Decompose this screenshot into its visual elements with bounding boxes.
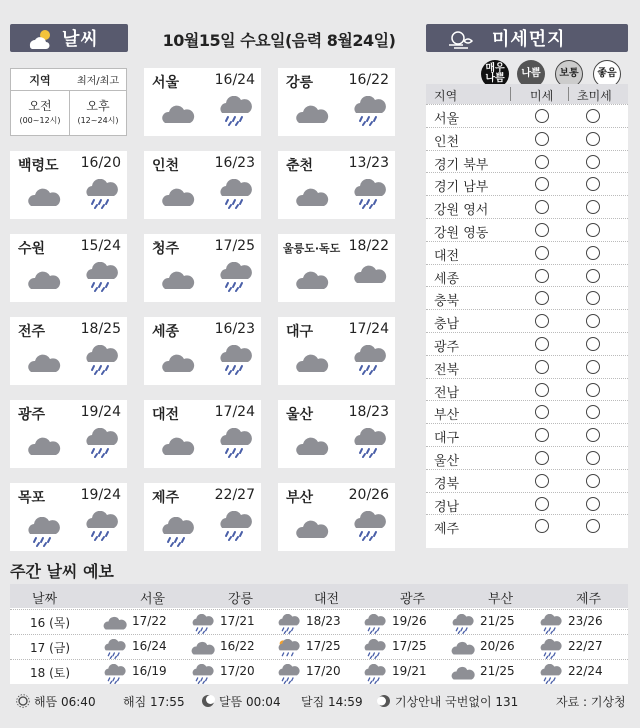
city-name: 목포: [18, 490, 46, 506]
dust-region-name: 전남: [434, 385, 460, 401]
city-temp: 18/23: [348, 404, 389, 420]
weekly-rain-icon: [538, 614, 564, 634]
city-temp: 17/25: [214, 238, 255, 254]
city-card: [278, 317, 395, 385]
city-name: 울릉도·독도: [283, 242, 341, 255]
dust-region-name: 강원 영서: [434, 203, 489, 219]
pm25-status-circle: [586, 223, 600, 237]
dust-region-name: 대구: [434, 431, 460, 447]
sun-icon: [16, 694, 30, 708]
city-card: [278, 151, 395, 219]
pm10-status-circle: [535, 223, 549, 237]
city-name: 서울: [152, 75, 180, 91]
city-name: 부산: [286, 490, 314, 506]
am-cloud-icon: [26, 185, 62, 209]
city-card: [144, 317, 261, 385]
dust-row: [426, 195, 628, 217]
dust-region-name: 충남: [434, 317, 460, 333]
dust-row: [426, 286, 628, 308]
pm10-status-circle: [535, 337, 549, 351]
weekly-rain-icon: [362, 614, 388, 634]
city-temp: 22/27: [214, 487, 255, 503]
am-cloud-icon: [26, 351, 62, 375]
dust-region-name: 대전: [434, 248, 460, 264]
city-temp: 16/23: [214, 155, 255, 171]
city-temp: 19/24: [80, 487, 121, 503]
dust-row: [426, 355, 628, 377]
weekly-temp: 23/26: [568, 614, 603, 628]
city-card: [278, 234, 395, 302]
city-temp: 16/22: [348, 72, 389, 88]
am-cloud-icon: [26, 268, 62, 292]
weekly-cloud-icon: [190, 639, 216, 657]
pm-rain-icon: [218, 428, 254, 458]
weekly-temp: 21/25: [480, 614, 515, 628]
dust-region-name: 광주: [434, 340, 460, 355]
weekly-row: [10, 609, 628, 632]
dust-row: [426, 492, 628, 514]
weekly-temp: 22/27: [568, 639, 603, 653]
weekly-forecast-table: [10, 584, 628, 684]
pm25-status-circle: [586, 109, 600, 123]
city-card: [10, 317, 127, 385]
dust-row: [426, 104, 628, 126]
weekly-row: [10, 659, 628, 682]
city-name: 백령도: [18, 158, 59, 174]
weekly-rain-icon: [450, 614, 476, 634]
pm25-status-circle: [586, 314, 600, 328]
weekly-col-city: 대전: [314, 592, 340, 607]
weekly-rain-icon: [538, 664, 564, 684]
moonset-text: 달짐 14:59: [301, 695, 363, 709]
city-card: [10, 483, 127, 551]
dust-col-region: 지역: [434, 89, 458, 103]
weekly-temp: 20/26: [480, 639, 515, 653]
city-name: 수원: [18, 241, 46, 257]
pm25-status-circle: [586, 497, 600, 511]
dust-row: [426, 241, 628, 263]
city-temp: 13/23: [348, 155, 389, 171]
pm-rain-icon: [218, 345, 254, 375]
pm10-status-circle: [535, 246, 549, 260]
am-cloud-icon: [160, 185, 196, 209]
weekly-date: 18 (토): [30, 666, 71, 680]
dust-row: [426, 400, 628, 422]
dust-region-name: 서울: [434, 112, 460, 127]
weekly-date: 16 (목): [30, 616, 71, 630]
weather-header: [10, 24, 128, 52]
am-cloud-icon: [160, 268, 196, 292]
pm-rain-icon: [84, 179, 120, 209]
am-cloud-icon: [294, 185, 330, 209]
moonrise-text: 달뜸 00:04: [219, 695, 281, 709]
pm10-status-circle: [535, 451, 549, 465]
pm-rain-icon: [352, 179, 388, 209]
legend-minmax: 최저/최고: [76, 76, 119, 87]
am-cloud-icon: [294, 351, 330, 375]
dust-row: [426, 127, 628, 149]
pm10-status-circle: [535, 519, 549, 533]
pm10-status-circle: [535, 109, 549, 123]
pm-rain-icon: [218, 96, 254, 126]
weekly-temp: 17/22: [132, 614, 167, 628]
pm-rain-icon: [352, 345, 388, 375]
weekly-col-date: 날짜: [32, 592, 58, 607]
city-temp: 19/24: [80, 404, 121, 420]
pm25-status-circle: [586, 428, 600, 442]
weekly-col-city: 서울: [140, 592, 166, 607]
weekly-temp: 19/21: [392, 664, 427, 678]
city-name: 인천: [152, 158, 180, 174]
pm-cloud-icon: [352, 262, 388, 286]
dust-table-header: [426, 84, 628, 104]
pm-rain-icon: [84, 345, 120, 375]
weekly-temp: 17/20: [220, 664, 255, 678]
dust-region-name: 경남: [434, 499, 460, 515]
dust-region-name: 전북: [434, 362, 460, 378]
pm25-status-circle: [586, 337, 600, 351]
dust-region-name: 세종: [434, 271, 460, 287]
pm25-status-circle: [586, 360, 600, 374]
am-cloud-icon: [160, 351, 196, 375]
am-cloud-icon: [294, 102, 330, 126]
weekly-row: [10, 634, 628, 657]
dust-region-name: 부산: [434, 408, 460, 424]
weekly-temp: 17/20: [306, 664, 341, 678]
weekly-title: 주간 날씨 예보: [10, 562, 114, 581]
weekly-rain-icon: [190, 614, 216, 634]
pm-rain-icon: [352, 428, 388, 458]
weekly-col-city: 부산: [488, 592, 514, 607]
dust-row: [426, 469, 628, 491]
weekly-col-city: 제주: [576, 592, 602, 607]
dust-row: [426, 264, 628, 286]
am-rain-icon: [160, 517, 196, 547]
pm-rain-icon: [218, 262, 254, 292]
legend-am: 오전: [28, 99, 52, 113]
pm10-status-circle: [535, 383, 549, 397]
dust-region-name: 경북: [434, 476, 460, 492]
city-card: [10, 151, 127, 219]
weekly-cloud-icon: [450, 639, 476, 657]
weekly-rain-icon: [362, 639, 388, 659]
city-card: [144, 151, 261, 219]
pm25-status-circle: [586, 155, 600, 169]
city-temp: 17/24: [348, 321, 389, 337]
city-name: 대전: [152, 407, 180, 423]
pm10-status-circle: [535, 405, 549, 419]
city-card: [144, 483, 261, 551]
dust-row: [426, 423, 628, 445]
city-temp: 20/26: [348, 487, 389, 503]
city-name: 울산: [286, 407, 314, 423]
badge-very-bad: 매우 나쁨: [481, 60, 509, 88]
legend-pm-range: (12~24시): [77, 116, 119, 125]
city-name: 제주: [152, 490, 180, 506]
am-cloud-icon: [294, 268, 330, 292]
pm25-status-circle: [586, 132, 600, 146]
badge-bad: 나쁨: [517, 60, 545, 88]
dust-row: [426, 218, 628, 240]
dust-region-name: 제주: [434, 522, 460, 538]
pm10-status-circle: [535, 474, 549, 488]
badge-normal: 보통: [555, 60, 583, 88]
pm10-status-circle: [535, 291, 549, 305]
city-temp: 16/23: [214, 321, 255, 337]
dust-region-name: 강원 영동: [434, 226, 489, 241]
am-cloud-icon: [160, 434, 196, 458]
weekly-temp: 16/22: [220, 639, 255, 653]
weekly-sun-rain-icon: [276, 639, 302, 659]
weekly-rain-icon: [102, 664, 128, 684]
badge-good: 좋음: [593, 60, 621, 88]
am-cloud-icon: [294, 434, 330, 458]
pm25-status-circle: [586, 405, 600, 419]
weekly-col-city: 광주: [400, 592, 426, 607]
city-temp: 17/24: [214, 404, 255, 420]
city-name: 전주: [18, 324, 46, 340]
weekly-temp: 18/23: [306, 614, 341, 628]
dust-row: [426, 446, 628, 468]
dust-row: [426, 514, 628, 536]
weekly-header: [10, 584, 628, 608]
city-temp: 18/22: [348, 238, 389, 254]
date-line: 10월15일 수요일(음력 8월24일): [162, 31, 396, 50]
city-card: [278, 400, 395, 468]
city-card: [278, 483, 395, 551]
pm25-status-circle: [586, 246, 600, 260]
city-card: [144, 400, 261, 468]
dust-title: 미세먼지: [492, 29, 566, 50]
pm10-status-circle: [535, 132, 549, 146]
dust-row: [426, 172, 628, 194]
pm-rain-icon: [218, 511, 254, 541]
sunset-text: 해짐 17:55: [123, 695, 185, 709]
dust-header: [426, 24, 628, 52]
city-name: 춘천: [286, 158, 314, 174]
pm-rain-icon: [84, 428, 120, 458]
pm10-status-circle: [535, 200, 549, 214]
weekly-cloud-icon: [450, 664, 476, 682]
city-temp: 18/25: [80, 321, 121, 337]
pm-rain-icon: [84, 511, 120, 541]
city-name: 대구: [286, 324, 314, 340]
pm-rain-icon: [352, 96, 388, 126]
dust-row: [426, 150, 628, 172]
am-cloud-icon: [294, 517, 330, 541]
weekly-cloud-icon: [102, 614, 128, 632]
pm-rain-icon: [352, 511, 388, 541]
city-temp: 16/20: [80, 155, 121, 171]
city-card: [10, 234, 127, 302]
legend-pm: 오후: [86, 99, 110, 113]
dust-col-pm25: 초미세: [577, 89, 612, 103]
legend-am-range: (00~12시): [19, 116, 61, 125]
city-card: [10, 400, 127, 468]
dust-row: [426, 309, 628, 331]
weekly-temp: 17/25: [306, 639, 341, 653]
weekly-temp: 17/21: [220, 614, 255, 628]
weather-icon: [26, 26, 56, 50]
dust-region-name: 경기 북부: [434, 157, 489, 173]
weekly-temp: 16/19: [132, 664, 167, 678]
legend-region: 지역: [29, 74, 51, 87]
weekly-temp: 19/26: [392, 614, 427, 628]
source-text: 자료 : 기상청: [556, 695, 626, 709]
info-text: 기상안내 국번없이 131: [395, 695, 519, 709]
weekly-temp: 21/25: [480, 664, 515, 678]
weekly-col-city: 강릉: [228, 592, 254, 607]
pm25-status-circle: [586, 200, 600, 214]
pm10-status-circle: [535, 314, 549, 328]
dust-row: [426, 332, 628, 354]
sun-dust-icon: [446, 27, 478, 49]
city-name: 광주: [18, 407, 46, 423]
pm25-status-circle: [586, 383, 600, 397]
legend-box: [10, 68, 127, 136]
pm25-status-circle: [586, 177, 600, 191]
city-card: [278, 68, 395, 136]
pm25-status-circle: [586, 291, 600, 305]
pm-rain-icon: [84, 262, 120, 292]
pm25-status-circle: [586, 451, 600, 465]
pm25-status-circle: [586, 519, 600, 533]
pm10-status-circle: [535, 497, 549, 511]
sunrise-text: 해뜸 06:40: [34, 695, 96, 709]
city-temp: 15/24: [80, 238, 121, 254]
pm10-status-circle: [535, 428, 549, 442]
city-temp: 16/24: [214, 72, 255, 88]
am-cloud-icon: [26, 434, 62, 458]
weekly-rain-icon: [102, 639, 128, 659]
pm10-status-circle: [535, 360, 549, 374]
dust-table: [426, 84, 628, 548]
city-name: 세종: [152, 324, 180, 340]
pm-rain-icon: [218, 179, 254, 209]
pm10-status-circle: [535, 155, 549, 169]
footer: [0, 688, 640, 716]
dust-region-name: 충북: [434, 294, 460, 310]
moon-phase-icon: [377, 694, 391, 708]
pm10-status-circle: [535, 269, 549, 283]
city-name: 청주: [152, 241, 180, 257]
dust-row: [426, 378, 628, 400]
weekly-rain-icon: [538, 639, 564, 659]
weekly-date: 17 (금): [30, 641, 71, 655]
dust-region-name: 경기 남부: [434, 180, 489, 196]
city-card: [144, 234, 261, 302]
weekly-rain-icon: [276, 664, 302, 684]
weekly-temp: 16/24: [132, 639, 167, 653]
dust-region-name: 인천: [434, 134, 460, 150]
dust-region-name: 울산: [434, 454, 460, 469]
am-cloud-icon: [160, 102, 196, 126]
city-card: [144, 68, 261, 136]
weekly-rain-icon: [276, 614, 302, 634]
weekly-rain-icon: [190, 664, 216, 684]
dust-col-pm10: 미세: [530, 89, 554, 103]
pm25-status-circle: [586, 269, 600, 283]
city-name: 강릉: [286, 75, 314, 91]
pm25-status-circle: [586, 474, 600, 488]
weather-title: 날씨: [62, 29, 99, 50]
weekly-temp: 17/25: [392, 639, 427, 653]
weekly-rain-icon: [362, 664, 388, 684]
pm10-status-circle: [535, 177, 549, 191]
moon-icon: [201, 694, 215, 708]
weekly-temp: 22/24: [568, 664, 603, 678]
am-rain-icon: [26, 517, 62, 547]
